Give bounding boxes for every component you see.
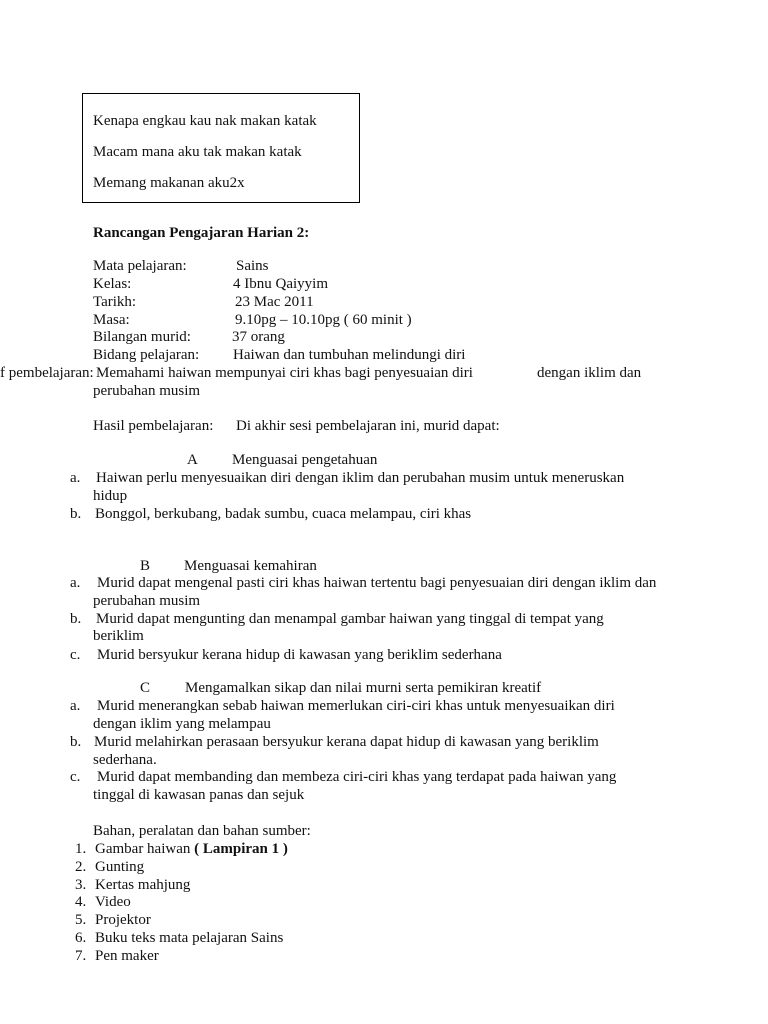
section-b-title: Menguasai kemahiran bbox=[184, 558, 317, 574]
section-a-letter: A bbox=[187, 452, 198, 468]
bidang-label: Bidang pelajaran: bbox=[93, 347, 200, 363]
kelas-value: 4 Ibnu Qaiyyim bbox=[233, 276, 328, 292]
bahan-item-6-marker: 6. bbox=[75, 930, 87, 946]
masa-label: Masa: bbox=[93, 312, 130, 328]
masa-value: 9.10pg – 10.10pg ( 60 minit ) bbox=[235, 312, 412, 328]
section-c-item-b-marker: b. bbox=[70, 734, 82, 750]
document-title: Rancangan Pengajaran Harian 2: bbox=[93, 225, 310, 241]
bahan-item-3: Kertas mahjung bbox=[95, 877, 191, 893]
section-b-letter: B bbox=[140, 558, 151, 574]
bahan-item-4: Video bbox=[95, 894, 131, 910]
section-b-item-b-line1: Murid dapat mengunting dan menampal gambar haiwan yang tinggal di tempat yang bbox=[96, 611, 604, 627]
section-b-item-a-line1: Murid dapat mengenal pasti ciri khas haiwan tertentu bagi penyesuaian diri dengan iklim dan bbox=[97, 575, 657, 591]
bilangan-label: Bilangan murid: bbox=[93, 329, 191, 345]
kelas-label: Kelas: bbox=[93, 276, 132, 292]
mata-label: Mata pelajaran: bbox=[93, 258, 187, 274]
hasil-value: Di akhir sesi pembelajaran ini, murid dapat: bbox=[236, 418, 500, 434]
tarikh-label: Tarikh: bbox=[93, 294, 137, 310]
section-c-item-a-line2: dengan iklim yang melampau bbox=[93, 716, 271, 732]
bahan-item-1-text: Gambar haiwan bbox=[95, 841, 195, 857]
section-c-item-a-marker: a. bbox=[70, 698, 81, 714]
objektif-value: Memahami haiwan mempunyai ciri khas bagi penyesuaian diri bbox=[96, 365, 473, 381]
section-a-title: Menguasai pengetahuan bbox=[232, 452, 378, 468]
hasil-label: Hasil pembelajaran: bbox=[93, 418, 214, 434]
section-c-item-b-line2: sederhana. bbox=[93, 752, 157, 768]
section-c-item-c-marker: c. bbox=[70, 769, 81, 785]
section-c-item-c-line2: tinggal di kawasan panas dan sejuk bbox=[93, 787, 305, 803]
bahan-item-1-lampiran: ( Lampiran 1 ) bbox=[194, 841, 288, 857]
poem-line-1: Kenapa engkau kau nak makan katak bbox=[93, 113, 317, 129]
section-c-item-a-line1: Murid menerangkan sebab haiwan memerlukan ciri-ciri khas untuk menyesuaikan diri bbox=[97, 698, 615, 714]
bahan-item-2-marker: 2. bbox=[75, 859, 87, 875]
section-b-item-a-marker: a. bbox=[70, 575, 81, 591]
bahan-item-2: Gunting bbox=[95, 859, 145, 875]
mata-value: Sains bbox=[236, 258, 269, 274]
section-b-item-c-line1: Murid bersyukur kerana hidup di kawasan yang beriklim sederhana bbox=[97, 647, 502, 663]
bahan-item-1-marker: 1. bbox=[75, 841, 87, 857]
tarikh-value: 23 Mac 2011 bbox=[235, 294, 314, 310]
section-b-item-b-marker: b. bbox=[70, 611, 82, 627]
bahan-item-5: Projektor bbox=[95, 912, 151, 928]
section-a-item-b-line1: Bonggol, berkubang, badak sumbu, cuaca melampau, ciri khas bbox=[95, 506, 472, 522]
bahan-item-1 bbox=[95, 840, 288, 858]
bahan-item-3-marker: 3. bbox=[75, 877, 87, 893]
section-c-item-b-line1: Murid melahirkan perasaan bersyukur kerana dapat hidup di kawasan yang beriklim bbox=[94, 734, 599, 750]
objektif-value-tail: dengan iklim dan bbox=[537, 365, 642, 381]
bahan-item-5-marker: 5. bbox=[75, 912, 87, 928]
bahan-heading: Bahan, peralatan dan bahan sumber: bbox=[93, 823, 311, 839]
bahan-item-7-marker: 7. bbox=[75, 948, 87, 964]
section-c-item-c-line1: Murid dapat membanding dan membeza ciri-ciri khas yang terdapat pada haiwan yang bbox=[97, 769, 617, 785]
section-a-item-a-line2: hidup bbox=[93, 488, 128, 504]
section-c-letter: C bbox=[140, 680, 151, 696]
section-a-item-b-marker: b. bbox=[70, 506, 82, 522]
bahan-item-4-marker: 4. bbox=[75, 894, 87, 910]
objektif-label: f pembelajaran: bbox=[0, 365, 94, 381]
section-c-title: Mengamalkan sikap dan nilai murni serta pemikiran kreatif bbox=[185, 680, 542, 696]
section-b-item-c-marker: c. bbox=[70, 647, 81, 663]
bahan-item-7: Pen maker bbox=[95, 948, 159, 964]
poem-line-3: Memang makanan aku2x bbox=[93, 175, 245, 191]
section-a-item-a-marker: a. bbox=[70, 470, 81, 486]
section-a-item-a-line1: Haiwan perlu menyesuaikan diri dengan iklim dan perubahan musim untuk meneruskan bbox=[96, 470, 625, 486]
section-b-item-b-line2: beriklim bbox=[93, 628, 144, 644]
bilangan-value: 37 orang bbox=[232, 329, 285, 345]
objektif-value-line2: perubahan musim bbox=[93, 383, 201, 399]
section-b-item-a-line2: perubahan musim bbox=[93, 593, 201, 609]
poem-line-2: Macam mana aku tak makan katak bbox=[93, 144, 302, 160]
bahan-item-6: Buku teks mata pelajaran Sains bbox=[95, 930, 284, 946]
bidang-value: Haiwan dan tumbuhan melindungi diri bbox=[233, 347, 466, 363]
